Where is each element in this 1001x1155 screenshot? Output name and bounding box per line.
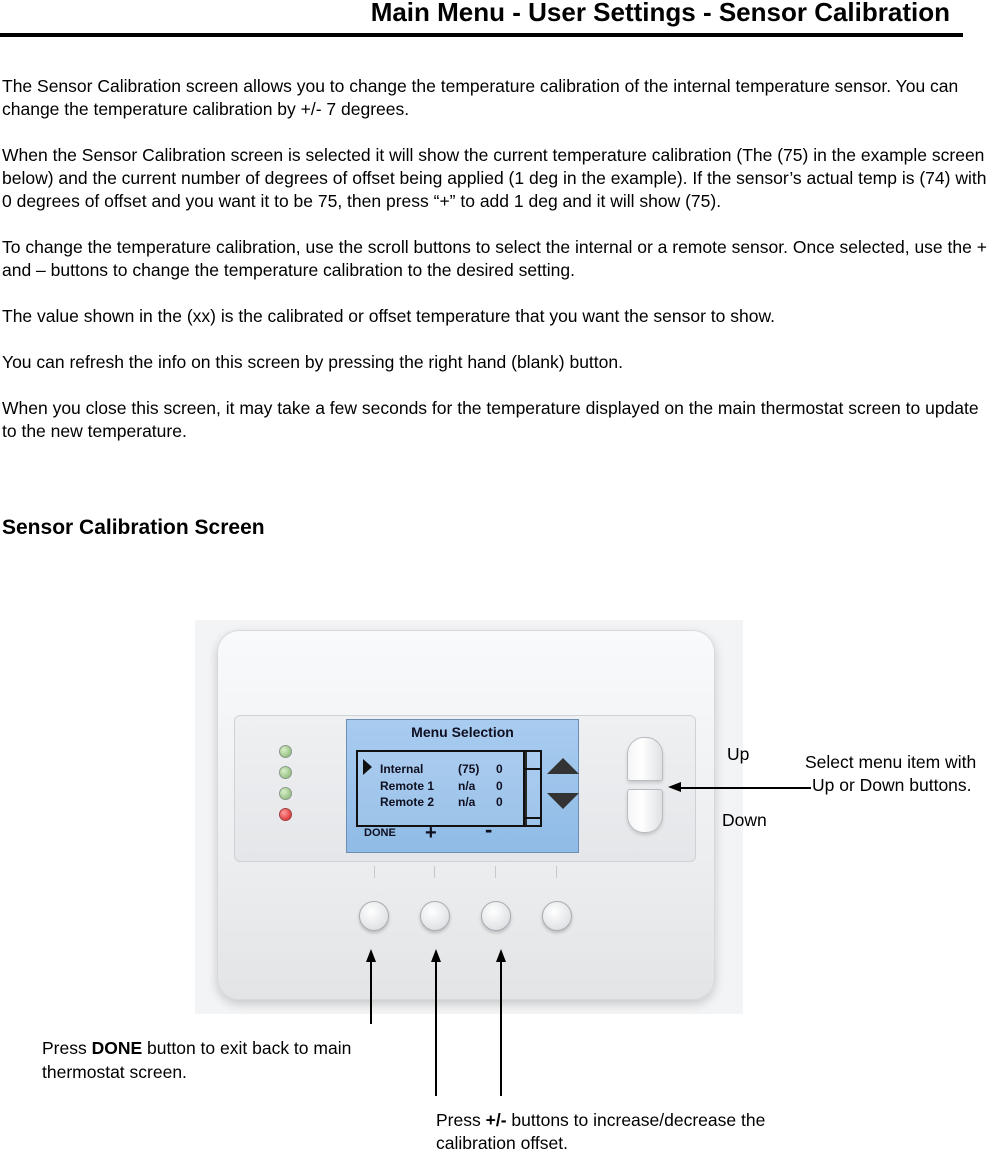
paragraph-change-calibration: To change the temperature calibration, use the scroll buttons to select the internal or a remote sensor. Once selected, use the + and – buttons to change the temperature calibration to the desired setting.	[2, 237, 987, 280]
plus-leader-line	[435, 960, 437, 1096]
select-annotation-line-2: Up or Down buttons.	[812, 775, 972, 795]
lcd-plus-label: +	[425, 822, 437, 844]
plus-button[interactable]	[420, 901, 450, 931]
page-title: Main Menu - User Settings - Sensor Calibration	[370, 0, 950, 27]
thermostat-photo	[195, 620, 743, 1014]
paragraph-intro: The Sensor Calibration screen allows you to change the temperature calibration of the internal temperature sensor. You can change the temperature calibration by +/- 7 degrees.	[2, 76, 959, 119]
thermostat-case	[217, 630, 715, 1000]
description	[2, 75, 992, 466]
lcd-done-label: DONE	[364, 827, 396, 839]
button-tick-1	[374, 866, 375, 878]
refresh-button[interactable]	[542, 901, 572, 931]
lcd-screen	[346, 719, 579, 853]
paragraph-xx-value: The value shown in the (xx) is the calibrated or offset temperature that you want the sensor to show.	[2, 306, 776, 326]
list-scrollbar[interactable]	[523, 750, 542, 827]
lcd-minus-label: -	[485, 817, 493, 842]
status-led-3	[279, 787, 292, 800]
paragraph-close: When you close this screen, it may take a few seconds for the temperature displayed on the main thermostat screen to update to the new temperature.	[2, 398, 979, 441]
scrollbar-thumb	[525, 752, 540, 770]
sensor-name: Remote 2	[380, 795, 435, 809]
sensor-temp: n/a	[458, 795, 476, 809]
done-annotation-line-1	[42, 1037, 351, 1060]
sensor-offset: 0	[496, 795, 503, 809]
scroll-down-icon	[547, 793, 579, 809]
status-led-2	[279, 766, 292, 779]
status-led-4	[279, 808, 292, 821]
button-tick-4	[556, 866, 557, 878]
paragraph-current-calibration: When the Sensor Calibration screen is selected it will show the current temperature calibration (The (75) in the example screen below) and the current number of degrees of offset being applied (1 deg in the example). If the sensor’s actual temp is (74) with 0 degrees of offset and you want it to be 75, then press “+” to add 1 deg and it will show (75).	[2, 145, 987, 211]
select-annotation-line-1: Select menu item with	[805, 752, 977, 772]
done-annotation-line-2: thermostat screen.	[42, 1062, 187, 1082]
button-tick-2	[434, 866, 435, 878]
sensor-list	[356, 750, 527, 827]
sensor-offset: 0	[496, 779, 503, 793]
done-leader-line	[370, 960, 372, 1024]
minus-button[interactable]	[481, 901, 511, 931]
scrollbar-end	[525, 817, 540, 825]
sensor-offset: 0	[496, 762, 503, 776]
plus-minus-annotation-line-2: calibration offset.	[436, 1133, 568, 1153]
button-tick-3	[495, 866, 496, 878]
done-suffix: button to exit back to main	[142, 1038, 352, 1058]
up-button[interactable]	[627, 737, 663, 781]
select-leader-line	[680, 787, 811, 789]
done-prefix: Press	[42, 1038, 92, 1058]
down-label: Down	[722, 810, 767, 830]
plus-minus-annotation-line-1	[436, 1109, 765, 1132]
sensor-temp: n/a	[458, 779, 476, 793]
done-button[interactable]	[359, 901, 389, 931]
scroll-up-icon	[547, 758, 579, 774]
sensor-name: Remote 1	[380, 779, 435, 793]
section-heading: Sensor Calibration Screen	[2, 516, 265, 539]
minus-leader-line	[500, 960, 502, 1096]
down-button[interactable]	[627, 789, 663, 833]
paragraph-refresh: You can refresh the info on this screen by pressing the right hand (blank) button.	[2, 352, 623, 372]
done-bold: DONE	[91, 1038, 143, 1058]
selection-cursor-icon	[363, 759, 372, 775]
up-label: Up	[727, 744, 750, 764]
lcd-title: Menu Selection	[411, 724, 514, 740]
pm-prefix: Press	[436, 1110, 486, 1130]
pm-suffix: buttons to increase/decrease the	[506, 1110, 766, 1130]
sensor-name: Internal	[380, 762, 424, 776]
pm-bold: +/-	[485, 1110, 507, 1130]
status-led-1	[279, 745, 292, 758]
title-rule	[0, 33, 963, 37]
sensor-temp: (75)	[458, 762, 480, 776]
